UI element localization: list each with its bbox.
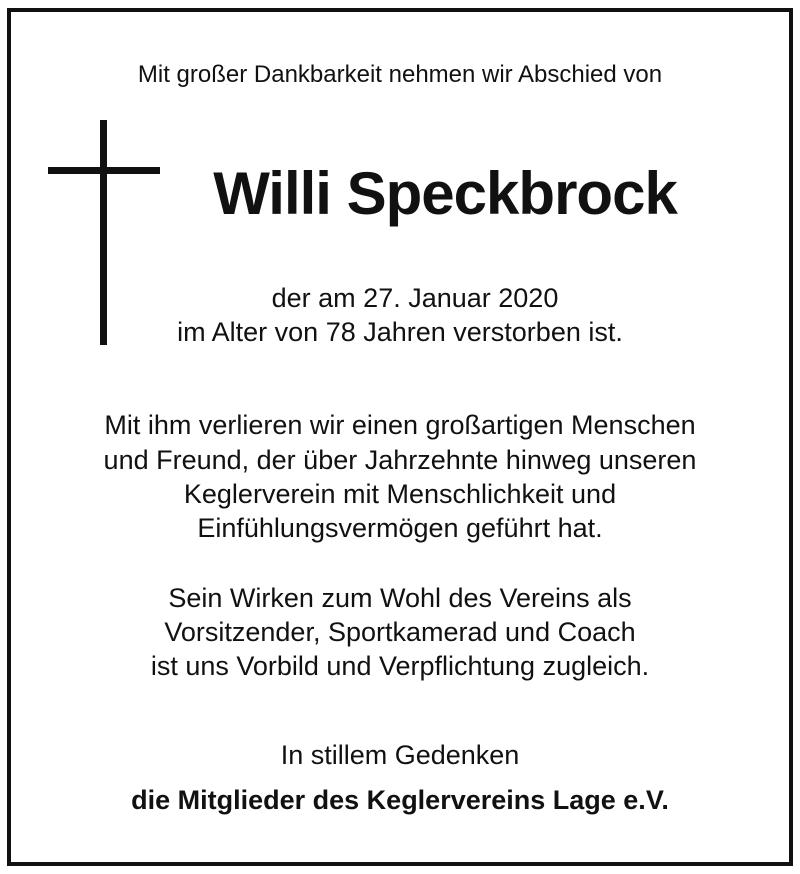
intro-text: Mit großer Dankbarkeit nehmen wir Abschied von [137, 61, 663, 88]
paragraph2-line1: Sein Wirken zum Wohl des Vereins als [168, 583, 632, 613]
paragraph1-line3: Keglerverein mit Menschlichkeit und [183, 479, 617, 509]
death-date-line: der am 27. Januar 2020 [271, 283, 559, 313]
signature-line: die Mitglieder des Keglervereins Lage e.V. [131, 785, 669, 815]
cross-horizontal-bar [48, 167, 160, 174]
closing-line: In stillem Gedenken [280, 740, 520, 770]
paragraph2-line3: ist uns Vorbild und Verpflichtung zugleich. [150, 651, 650, 681]
paragraph2-line2: Vorsitzender, Sportkamerad und Coach [164, 617, 636, 647]
age-line: im Alter von 78 Jahren verstorben ist. [177, 317, 623, 347]
deceased-name: Willi Speckbrock [213, 160, 677, 227]
paragraph1-line1: Mit ihm verlieren wir einen großartigen Menschen [104, 410, 696, 440]
paragraph1-line2: und Freund, der über Jahrzehnte hinweg unseren [103, 445, 697, 475]
paragraph1-line4: Einfühlungsvermögen geführt hat. [197, 513, 603, 543]
